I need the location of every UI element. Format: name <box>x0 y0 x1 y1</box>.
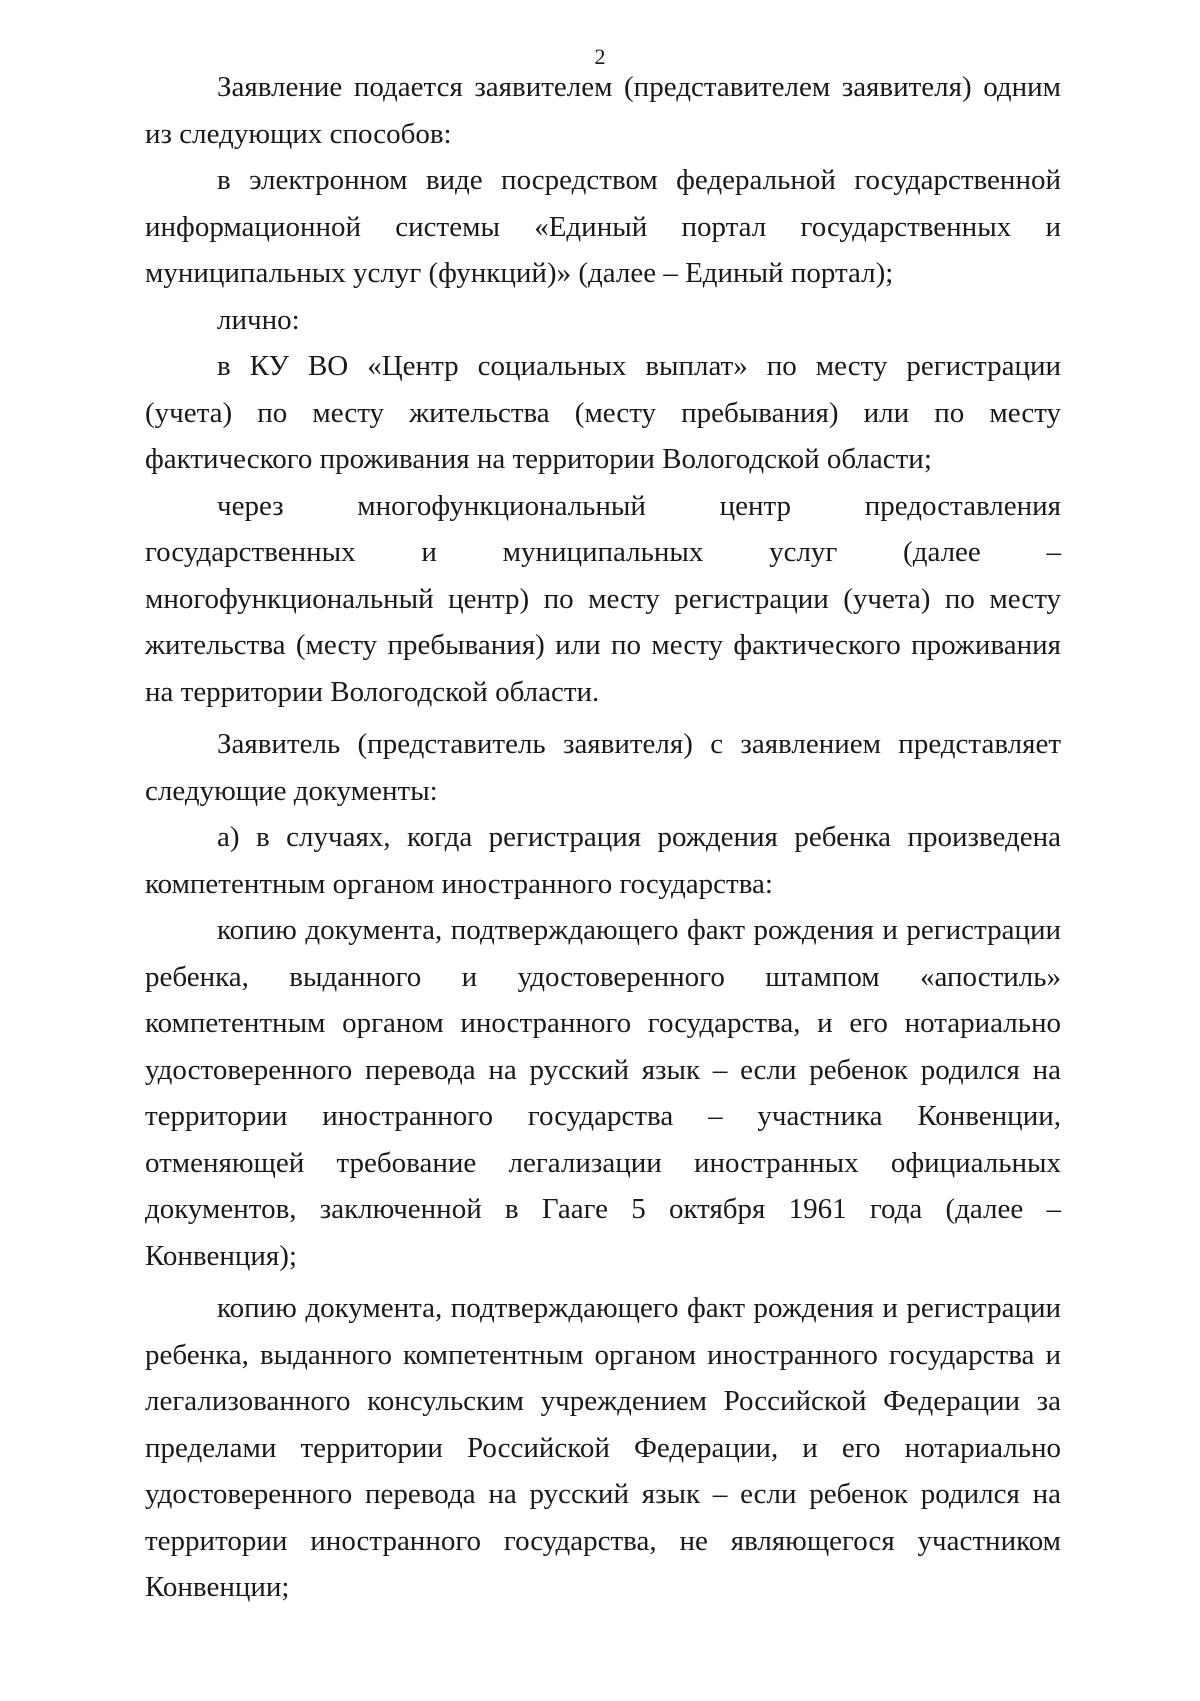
page-number: 2 <box>594 44 606 69</box>
document-body <box>145 64 1061 1611</box>
paragraph-submission-methods: Заявление подается заявителем (представителем заявителя) одним из следующих способов: <box>145 71 1061 150</box>
paragraph-legalized-copy: копию документа, подтверждающего факт рождения и регистрации ребенка, выданного компетентным органом иностранного государства и легализованного консульским учреждением Российской Федерации за пределами территории Российской Федерации, и его нотариально удостоверенного перевода на русский язык – если ребенок родился на территории иностранного государства, не являющегося участником Конвенции; <box>145 1292 1061 1603</box>
paragraph-foreign-registration: а) в случаях, когда регистрация рождения ребенка произведена компетентным органом иностранного государства: <box>145 821 1061 900</box>
paragraph-electronic-portal: в электронном виде посредством федеральной государственной информационной системы «Единый портал государственных и муниципальных услуг (функций)» (далее – Единый портал); <box>145 164 1061 289</box>
paragraph-in-person: лично: <box>217 303 300 336</box>
paragraph-required-documents: Заявитель (представитель заявителя) с заявлением представляет следующие документы: <box>145 728 1061 807</box>
paragraph-apostille-copy: копию документа, подтверждающего факт рождения и регистрации ребенка, выданного и удостоверенного штампом «апостиль» компетентным органом иностранного государства, и его нотариально удостоверенного перевода на русский язык – если ребенок родился на территории иностранного государства – участника Конвенции, отменяющей требование легализации иностранных официальных документов, заключенной в Гааге 5 октября 1961 года (далее – Конвенция); <box>145 914 1061 1272</box>
paragraph-multifunctional-center: через многофункциональный центр предоставления государственных и муниципальных услуг (далее – многофункциональный центр) по месту регистрации (учета) по месту жительства (месту пребывания) или по месту фактического проживания на территории Вологодской области. <box>145 489 1061 708</box>
paragraph-social-payments-center: в КУ ВО «Центр социальных выплат» по месту регистрации (учета) по месту жительства (месту пребывания) или по месту фактического проживания на территории Вологодской области; <box>145 350 1061 475</box>
